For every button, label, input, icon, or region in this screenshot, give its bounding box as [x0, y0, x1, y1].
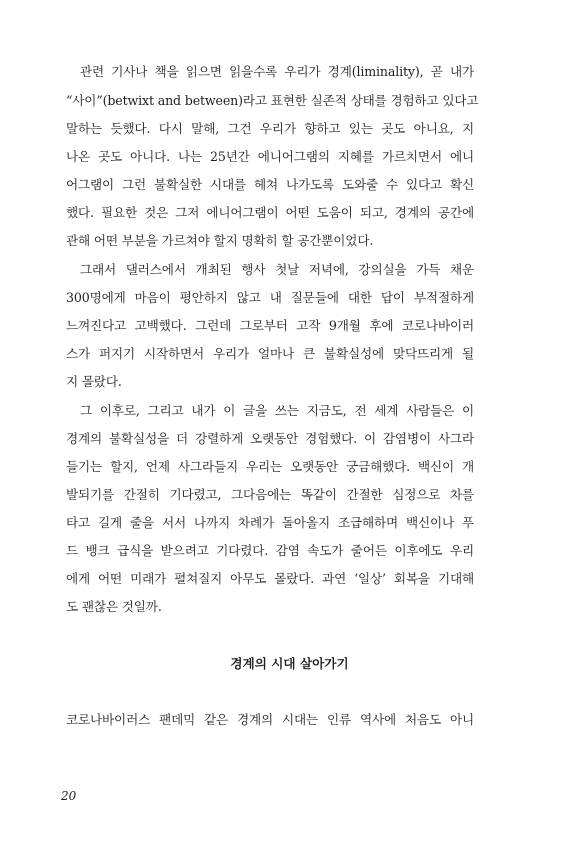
text-line: 느껴진다고 고백했다. 그런데 그로부터 고작 9개월 후에 코로나바이러 — [66, 318, 474, 333]
text-line: 도 괜찮은 것일까. — [66, 599, 162, 614]
text-line: 지 몰랐다. — [66, 374, 122, 389]
text-line: 관해 어떤 부분을 가르쳐야 할지 명확히 할 공간뿐이었다. — [66, 233, 374, 248]
text-line: 코로나바이러스 팬데믹 같은 경계의 시대는 인류 역사에 처음도 아니 — [66, 712, 474, 727]
text-line: 들기는 할지, 언제 사그라들지 우리는 오랫동안 궁금해했다. 백신이 개 — [66, 459, 474, 474]
section-heading: 경계의 시대 살아가기 — [230, 656, 349, 671]
text-line: 300명에게 마음이 평안하지 않고 내 질문들에 대한 답이 부적절하게 — [66, 290, 474, 305]
text-line: “사이”(betwixt and between)라고 표현한 실존적 상태를 경험하고 있다고 — [66, 93, 479, 108]
text-line: 어그램이 그런 불확실한 시대를 헤쳐 나가도록 도와줄 수 있다고 확신 — [66, 177, 474, 192]
text-line: 그 이후로, 그리고 내가 이 글을 쓰는 지금도, 전 세계 사람들은 이 — [80, 403, 474, 418]
text-line: 에게 어떤 미래가 펼쳐질지 아무도 몰랐다. 과연 ‘일상’ 회복을 기대해 — [66, 571, 474, 586]
text-line: 드 뱅크 급식을 받으려고 기다렸다. 감염 속도가 줄어든 이후에도 우리 — [66, 543, 474, 558]
page-number: 20 — [61, 789, 77, 803]
text-line: 타고 길게 줄을 서서 나까지 차례가 돌아올지 조급해하며 백신이나 푸 — [66, 515, 474, 530]
text-line: 그래서 댈러스에서 개최된 행사 첫날 저녁에, 강의실을 가득 채운 — [80, 262, 474, 277]
text-line: 스가 퍼지기 시작하면서 우리가 얼마나 큰 불확실성에 맞닥뜨리게 될 — [66, 346, 474, 361]
text-line: 했다. 필요한 것은 그저 에니어그램이 어떤 도움이 되고, 경계의 공간에 — [66, 205, 474, 220]
text-line: 발되기를 간절히 기다렸고, 그다음에는 똑같이 간절한 심정으로 차를 — [66, 487, 474, 502]
text-line: 나온 곳도 아니다. 나는 25년간 에니어그램의 지혜를 가르치면서 에니 — [66, 149, 474, 164]
text-line: 경계의 불확실성을 더 강렬하게 오랫동안 경험했다. 이 감염병이 사그라 — [66, 431, 474, 446]
text-line: 말하는 듯했다. 다시 말해, 그건 우리가 향하고 있는 곳도 아니요, 지 — [66, 121, 474, 136]
text-line: 관련 기사나 책을 읽으면 읽을수록 우리가 경계(liminality), 곧 내가 — [80, 64, 474, 79]
